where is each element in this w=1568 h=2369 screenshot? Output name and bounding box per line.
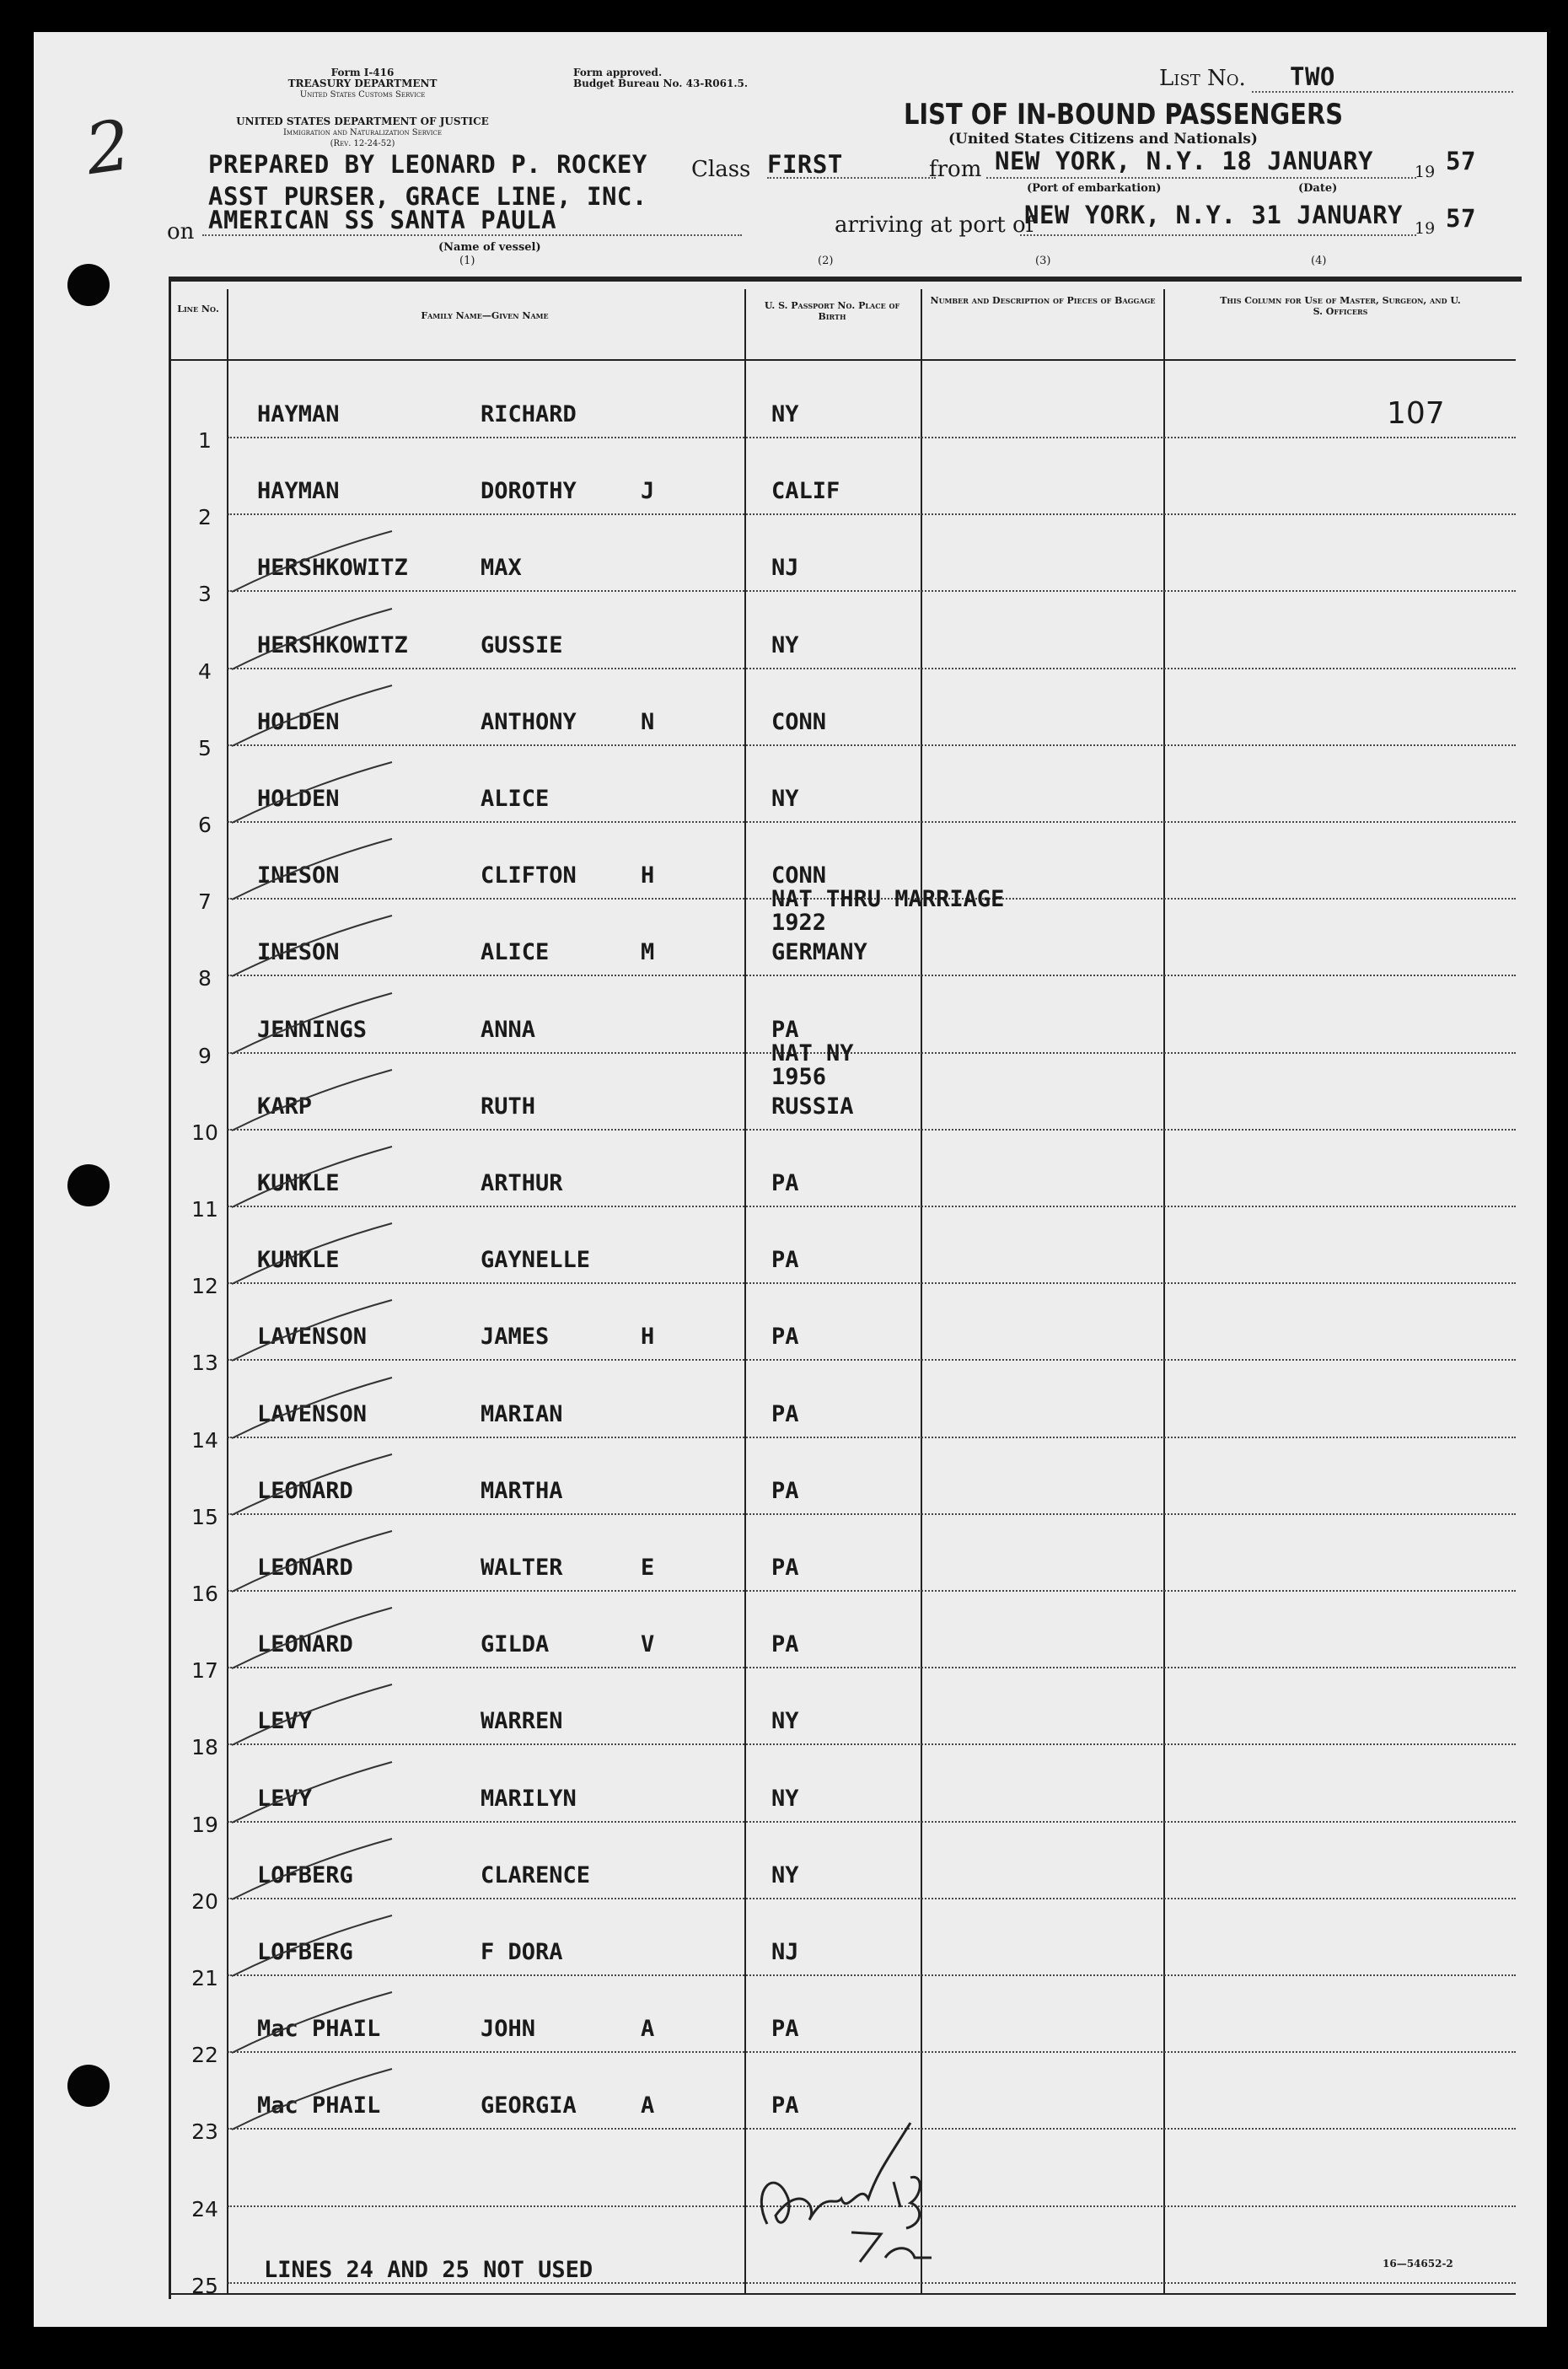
row-rule xyxy=(228,590,1516,592)
col-header-baggage: Number and Description of Pieces of Baggage xyxy=(930,295,1156,306)
arriving-label: arriving at port of xyxy=(835,212,1034,238)
given-name: JOHN xyxy=(481,2016,536,2043)
place-of-birth: NY xyxy=(771,401,799,427)
family-name: KUNKLE xyxy=(257,1170,340,1196)
row-rule xyxy=(228,1898,1516,1899)
punch-hole xyxy=(67,1164,110,1206)
prepared-by: PREPARED BY LEONARD P. ROCKEY xyxy=(208,150,647,179)
check-mark xyxy=(223,1371,409,1447)
family-name: LOFBERG xyxy=(257,1861,353,1888)
place-of-birth: NY xyxy=(771,1785,799,1812)
purser-line: ASST PURSER, GRACE LINE, INC. xyxy=(208,182,647,211)
row-rule xyxy=(228,975,1516,976)
row-rule xyxy=(228,821,1516,823)
line-number: 8 xyxy=(198,966,212,991)
check-mark xyxy=(223,1909,409,1985)
col-num-4: (4) xyxy=(1311,255,1327,267)
place-of-birth: NY xyxy=(771,1708,799,1735)
family-name: LAVENSON xyxy=(257,1324,368,1351)
row-rule xyxy=(228,1743,1516,1745)
check-mark xyxy=(223,1293,409,1369)
line-number: 13 xyxy=(191,1351,218,1376)
arriving-value: NEW YORK, N.Y. 31 JANUARY xyxy=(1024,201,1403,229)
vessel-prefix: on xyxy=(167,219,195,244)
place-of-birth: PA xyxy=(771,1016,799,1043)
class-label: Class xyxy=(691,157,751,182)
naturalization-note: NAT NY xyxy=(771,1039,854,1066)
family-name: KUNKLE xyxy=(257,1247,340,1274)
line-number: 14 xyxy=(191,1427,218,1453)
row-rule xyxy=(228,1667,1516,1668)
approved-label: Form approved. xyxy=(573,67,663,78)
naturalization-note: 1922 xyxy=(771,910,827,937)
middle-initial: E xyxy=(641,1555,655,1581)
line-number: 4 xyxy=(198,658,212,684)
page-title: LIST OF IN-BOUND PASSENGERS xyxy=(904,98,1344,132)
middle-initial: M xyxy=(641,939,655,966)
middle-initial: H xyxy=(641,862,655,889)
line-number: 7 xyxy=(198,889,212,915)
rev-label: (Rev. 12-24-52) xyxy=(330,139,395,148)
family-name: HAYMAN xyxy=(257,401,340,427)
table-bottom-rule xyxy=(171,2293,1516,2295)
port-caption: (Port of embarkation) xyxy=(1027,182,1162,195)
given-name: JAMES xyxy=(481,1324,550,1351)
place-of-birth: PA xyxy=(771,2016,799,2043)
middle-initial: V xyxy=(641,1631,655,1658)
col-num-2: (2) xyxy=(818,255,834,267)
given-name: ARTHUR xyxy=(481,1170,563,1196)
family-name: LEONARD xyxy=(257,1555,353,1581)
col-header-passport: U. S. Passport No. Place of Birth xyxy=(764,300,900,322)
check-mark xyxy=(223,832,409,908)
given-name: ANTHONY xyxy=(481,708,577,735)
manifest-sheet xyxy=(34,32,1547,2327)
line-number: 1 xyxy=(198,428,212,453)
list-no-line xyxy=(1252,91,1513,93)
year-1: 57 xyxy=(1446,147,1476,175)
row-rule xyxy=(228,2051,1516,2053)
officer-note: 107 xyxy=(1387,396,1445,431)
check-mark xyxy=(223,1601,409,1677)
header-rule xyxy=(171,359,1516,361)
row-rule xyxy=(228,1590,1516,1592)
place-of-birth: CALIF xyxy=(771,478,840,505)
inspector-signature xyxy=(742,2089,953,2275)
family-name: LEONARD xyxy=(257,1631,353,1658)
given-name: MARTHA xyxy=(481,1477,563,1504)
middle-initial: A xyxy=(641,2092,655,2119)
check-mark xyxy=(223,1448,409,1523)
given-name: MARIAN xyxy=(481,1400,563,1427)
given-name: RICHARD xyxy=(481,401,577,427)
given-name: CLIFTON xyxy=(481,862,577,889)
year-2: 57 xyxy=(1446,204,1476,233)
place-of-birth: NJ xyxy=(771,555,799,582)
given-name: F DORA xyxy=(481,1939,563,1965)
place-of-birth: PA xyxy=(771,1170,799,1196)
check-mark xyxy=(223,755,409,831)
page-subtitle: (United States Citizens and Nationals) xyxy=(948,131,1258,148)
place-of-birth: PA xyxy=(771,1247,799,1274)
check-mark xyxy=(223,1063,409,1139)
treasury-label: TREASURY DEPARTMENT xyxy=(287,78,438,89)
row-rule xyxy=(228,1359,1516,1361)
family-name: INESON xyxy=(257,939,340,966)
check-mark xyxy=(223,1217,409,1292)
middle-initial: A xyxy=(641,2016,655,2043)
family-name: Mac PHAIL xyxy=(257,2016,381,2043)
family-name: LAVENSON xyxy=(257,1400,368,1427)
place-of-birth: PA xyxy=(771,1555,799,1581)
justice-block xyxy=(169,116,556,149)
check-mark xyxy=(223,602,409,678)
line-number: 3 xyxy=(198,582,212,607)
place-of-birth: PA xyxy=(771,1631,799,1658)
family-name: LEONARD xyxy=(257,1477,353,1504)
line-number: 25 xyxy=(191,2273,218,2298)
col-header-officers: This Column for Use of Master, Surgeon, and U. S. Officers xyxy=(1220,295,1461,317)
place-of-birth: PA xyxy=(771,1324,799,1351)
check-mark xyxy=(223,1985,409,2061)
check-mark xyxy=(223,986,409,1062)
list-no-value: TWO xyxy=(1290,62,1335,91)
family-name: HERSHKOWITZ xyxy=(257,631,408,658)
check-mark xyxy=(223,1140,409,1216)
check-mark xyxy=(223,1755,409,1831)
given-name: GEORGIA xyxy=(481,2092,577,2119)
row-rule xyxy=(228,1052,1516,1054)
punch-hole xyxy=(67,2065,110,2107)
check-mark xyxy=(223,2062,409,2138)
unused-lines-note: LINES 24 AND 25 NOT USED xyxy=(264,2256,593,2283)
family-name: LEVY xyxy=(257,1708,313,1735)
col-header-name: Family Name—Given Name xyxy=(421,310,549,321)
place-of-birth: CONN xyxy=(771,708,827,735)
middle-initial: H xyxy=(641,1324,655,1351)
place-of-birth: PA xyxy=(771,2092,799,2119)
line-number: 24 xyxy=(191,2196,218,2221)
given-name: WARREN xyxy=(481,1708,563,1735)
row-rule xyxy=(228,1129,1516,1131)
line-number: 22 xyxy=(191,2043,218,2068)
line-number: 2 xyxy=(198,505,212,530)
line-number: 23 xyxy=(191,2119,218,2145)
line-number: 11 xyxy=(191,1197,218,1222)
line-number: 21 xyxy=(191,1966,218,1990)
place-of-birth: PA xyxy=(771,1477,799,1504)
check-mark xyxy=(223,1832,409,1908)
line-number: 18 xyxy=(191,1735,218,1760)
line-number: 12 xyxy=(191,1274,218,1299)
line-number: 17 xyxy=(191,1658,218,1684)
line-number: 10 xyxy=(191,1120,218,1145)
naturalization-note: NAT THRU MARRIAGE xyxy=(771,886,1005,913)
row-rule xyxy=(228,1974,1516,1976)
given-name: GILDA xyxy=(481,1631,550,1658)
given-name: ALICE xyxy=(481,939,550,966)
line-number: 9 xyxy=(198,1043,212,1068)
middle-initial: N xyxy=(641,708,655,735)
row-rule xyxy=(228,437,1516,438)
place-of-birth: NY xyxy=(771,631,799,658)
row-rule xyxy=(228,744,1516,746)
family-name: LOFBERG xyxy=(257,1939,353,1965)
place-of-birth: NY xyxy=(771,786,799,812)
check-mark xyxy=(223,909,409,985)
row-rule xyxy=(228,668,1516,669)
check-mark xyxy=(223,679,409,755)
naturalization-note: 1956 xyxy=(771,1063,827,1090)
row-rule xyxy=(228,1821,1516,1823)
place-of-birth: NJ xyxy=(771,1939,799,1965)
footer-code: 16—54652-2 xyxy=(1383,2258,1453,2270)
middle-initial: J xyxy=(641,478,655,505)
place-of-birth: PA xyxy=(771,1400,799,1427)
line-number: 20 xyxy=(191,1888,218,1914)
year-prefix-2: 19 xyxy=(1415,219,1436,238)
given-name: MAX xyxy=(481,555,522,582)
class-value: FIRST xyxy=(767,150,843,179)
given-name: CLARENCE xyxy=(481,1861,591,1888)
budget-label: Budget Bureau No. 43-R061.5. xyxy=(573,78,749,89)
row-rule xyxy=(228,1513,1516,1515)
family-name: JENNINGS xyxy=(257,1016,368,1043)
place-of-birth: CONN xyxy=(771,862,827,889)
row-rule xyxy=(228,1206,1516,1207)
given-name: GUSSIE xyxy=(481,631,563,658)
approval-block xyxy=(573,67,748,89)
line-number: 19 xyxy=(191,1812,218,1837)
row-rule xyxy=(228,1282,1516,1284)
line-number: 16 xyxy=(191,1582,218,1606)
family-name: HERSHKOWITZ xyxy=(257,555,408,582)
col-header-line-no: Line No. xyxy=(177,304,219,314)
family-name: HAYMAN xyxy=(257,478,340,505)
treasury-block xyxy=(244,67,481,100)
vessel-name: AMERICAN SS SANTA PAULA xyxy=(208,206,557,234)
given-name: DOROTHY xyxy=(481,478,577,505)
from-line xyxy=(986,177,1416,179)
line-number: 6 xyxy=(198,813,212,837)
form-number: Form I-416 xyxy=(330,67,395,78)
from-value: NEW YORK, N.Y. 18 JANUARY xyxy=(995,147,1373,175)
given-name: ALICE xyxy=(481,786,550,812)
given-name: MARILYN xyxy=(481,1785,577,1812)
family-name: KARP xyxy=(257,1093,313,1120)
family-name: LEVY xyxy=(257,1785,313,1812)
row-rule xyxy=(228,1437,1516,1438)
check-mark xyxy=(223,1678,409,1754)
year-prefix-1: 19 xyxy=(1415,163,1436,181)
place-of-birth: NY xyxy=(771,1861,799,1888)
line-number: 5 xyxy=(198,735,212,760)
col-num-3: (3) xyxy=(1035,255,1051,267)
family-name: Mac PHAIL xyxy=(257,2092,381,2119)
given-name: ANNA xyxy=(481,1016,536,1043)
line-number: 15 xyxy=(191,1504,218,1529)
handwritten-mark: 2 xyxy=(80,105,136,191)
place-of-birth: GERMANY xyxy=(771,939,867,966)
row-rule xyxy=(228,513,1516,515)
date-caption: (Date) xyxy=(1298,182,1338,195)
punch-hole xyxy=(67,264,110,306)
given-name: RUTH xyxy=(481,1093,536,1120)
table-top-rule xyxy=(169,278,1522,282)
from-label: from xyxy=(929,157,982,182)
customs-label: United States Customs Service xyxy=(299,90,426,99)
family-name: INESON xyxy=(257,862,340,889)
given-name: GAYNELLE xyxy=(481,1247,591,1274)
list-no-label: List No. xyxy=(1159,66,1246,91)
arriving-line xyxy=(1020,234,1416,236)
check-mark xyxy=(223,524,409,600)
vessel-line xyxy=(202,234,742,236)
col-num-1: (1) xyxy=(459,255,475,267)
justice-label: UNITED STATES DEPARTMENT OF JUSTICE xyxy=(236,115,489,127)
vessel-caption: (Name of vessel) xyxy=(438,241,541,254)
place-of-birth: RUSSIA xyxy=(771,1093,854,1120)
given-name: WALTER xyxy=(481,1555,563,1581)
ins-label: Immigration and Naturalization Service xyxy=(282,128,443,137)
check-mark xyxy=(223,1524,409,1600)
family-name: HOLDEN xyxy=(257,786,340,812)
family-name: HOLDEN xyxy=(257,708,340,735)
